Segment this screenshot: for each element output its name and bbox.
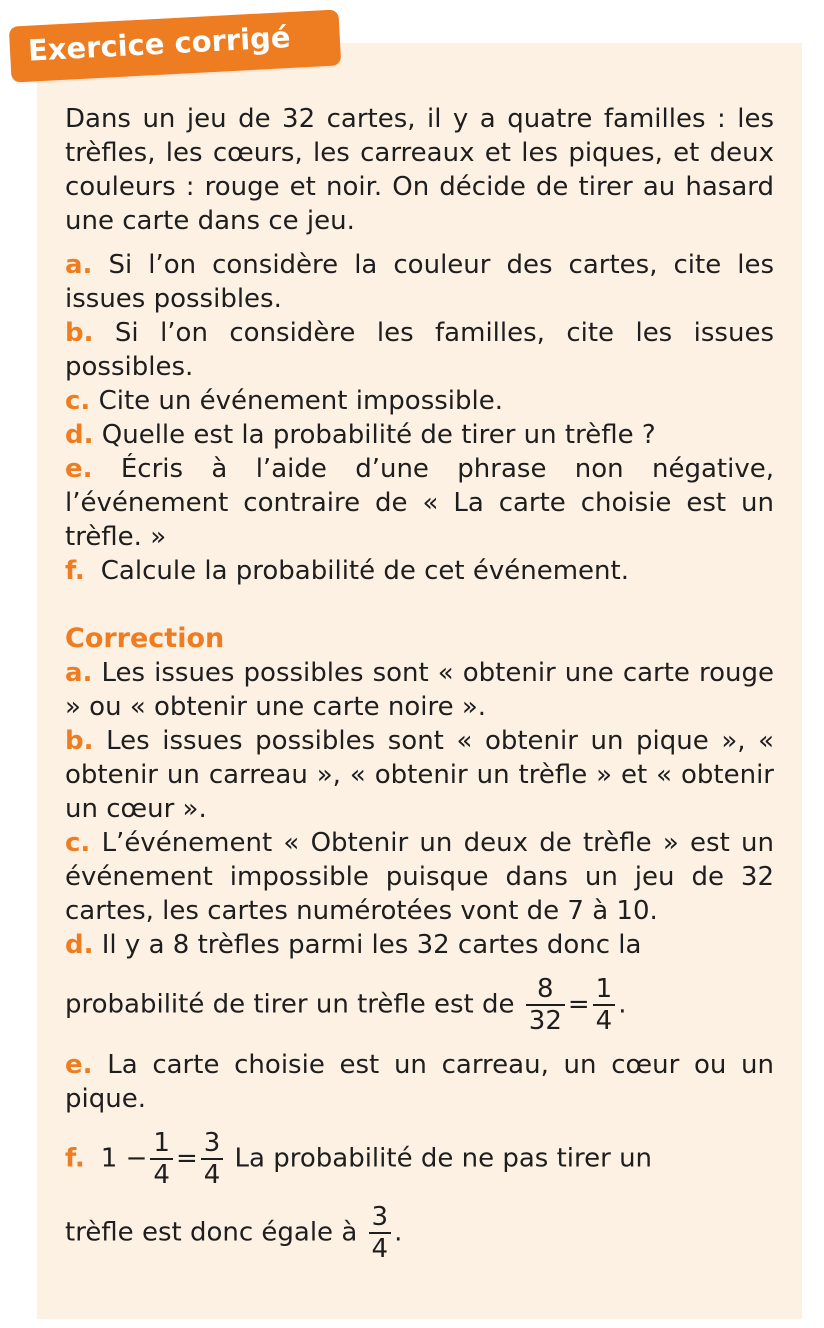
- fraction-numerator: 3: [201, 1128, 224, 1160]
- fraction-denominator: 4: [203, 1160, 221, 1190]
- fraction-denominator: 32: [528, 1006, 562, 1036]
- answer-label: c.: [65, 828, 91, 858]
- answer-f-line1: [65, 1128, 774, 1190]
- answer-e: [65, 1048, 774, 1116]
- answer-d-line1: [65, 928, 774, 962]
- question-label: f.: [65, 556, 85, 586]
- equals-sign: =: [567, 989, 590, 1020]
- answer-c: [65, 826, 774, 928]
- question-f: [65, 554, 774, 588]
- fraction-3-4: [201, 1128, 224, 1190]
- fraction-8-32: [526, 974, 565, 1036]
- exercise-title: Exercice corrigé: [27, 19, 292, 68]
- fraction-denominator: 4: [371, 1234, 389, 1264]
- question-c: [65, 384, 774, 418]
- question-text: Calcule la probabilité de cet événement.: [100, 556, 629, 586]
- correction-title: Correction: [65, 623, 225, 654]
- answer-text: La carte choisie est un carreau, un cœur ou un pique.: [65, 1050, 774, 1114]
- question-a: [65, 248, 774, 316]
- fraction-1-4: [150, 1128, 173, 1190]
- answer-label: e.: [65, 1050, 93, 1080]
- fraction-3-4: [369, 1202, 392, 1264]
- math-one: 1: [100, 1143, 118, 1174]
- fraction-numerator: 8: [526, 974, 565, 1006]
- question-label: a.: [65, 250, 93, 280]
- question-label: d.: [65, 420, 94, 450]
- answer-f-line2: [65, 1202, 774, 1264]
- exercise-intro: Dans un jeu de 32 cartes, il y a quatre familles : les trèfles, les cœurs, les carreaux et les piques, et deux couleurs : rouge et noir. On décide de tirer au hasard une carte dans ce jeu.: [65, 104, 774, 236]
- answer-label: b.: [65, 726, 94, 756]
- question-label: e.: [65, 454, 93, 484]
- fraction-numerator: 1: [150, 1128, 173, 1160]
- equals-sign: =: [175, 1143, 198, 1174]
- question-text: Cite un événement impossible.: [98, 386, 503, 416]
- answer-label: a.: [65, 658, 93, 688]
- answer-a: [65, 656, 774, 724]
- question-label: c.: [65, 386, 91, 416]
- question-text: Écris à l’aide d’une phrase non négative, l’événement contraire de « La carte choisie est un trèfle. »: [65, 454, 774, 552]
- answer-label: d.: [65, 930, 94, 960]
- answer-text: Il y a 8 trèfles parmi les 32 cartes donc la: [101, 930, 642, 960]
- question-d: [65, 418, 774, 452]
- answer-text: Les issues possibles sont « obtenir un pique », « obtenir un carreau », « obtenir un trèfle » et « obtenir un cœur ».: [65, 726, 775, 824]
- question-b: [65, 316, 774, 384]
- answer-text: probabilité de tirer un trèfle est de: [65, 989, 515, 1020]
- question-text: Quelle est la probabilité de tirer un trèfle ?: [101, 420, 656, 450]
- answer-b: [65, 724, 774, 826]
- question-text: Si l’on considère les familles, cite les issues possibles.: [65, 318, 774, 382]
- fraction-denominator: 4: [595, 1006, 613, 1036]
- period: .: [618, 989, 627, 1020]
- question-text: Si l’on considère la couleur des cartes, cite les issues possibles.: [65, 250, 774, 314]
- question-e: [65, 452, 774, 554]
- period: .: [394, 1217, 403, 1248]
- fraction-numerator: 3: [369, 1202, 392, 1234]
- question-label: b.: [65, 318, 94, 348]
- minus-sign: −: [125, 1143, 148, 1174]
- answer-text: Les issues possibles sont « obtenir une carte rouge » ou « obtenir une carte noire ».: [65, 658, 774, 722]
- answer-text: La probabilité de ne pas tirer un: [234, 1143, 653, 1174]
- fraction-numerator: 1: [593, 974, 616, 1006]
- fraction-denominator: 4: [153, 1160, 170, 1190]
- answer-label: f.: [65, 1143, 85, 1174]
- answer-text: trèfle est donc égale à: [65, 1217, 358, 1248]
- fraction-1-4: [593, 974, 616, 1036]
- exercise-content: [65, 102, 774, 1276]
- answer-d-line2: [65, 974, 774, 1036]
- answer-text: L’événement « Obtenir un deux de trèfle » est un événement impossible puisque dans un jeu de 32 cartes, les cartes numérotées vont de 7 à 10.: [65, 828, 775, 926]
